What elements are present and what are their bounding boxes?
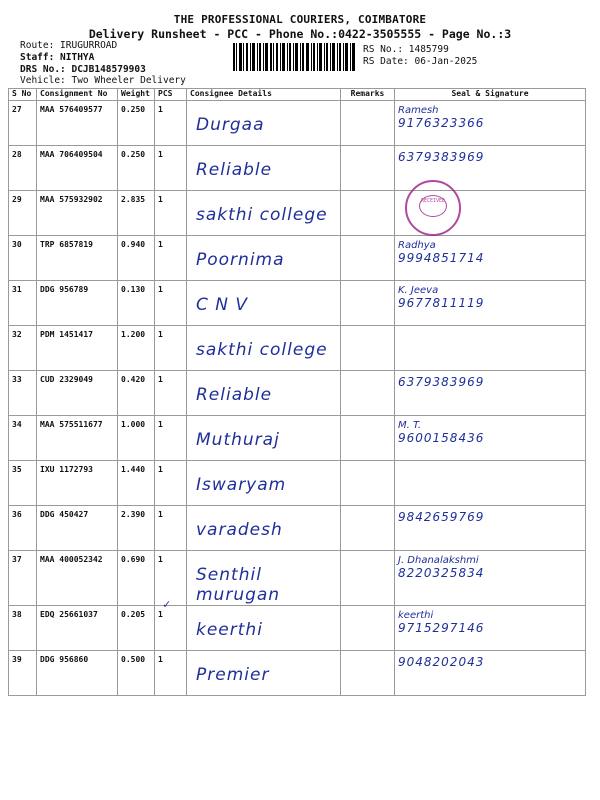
consignee-handwriting: Muthuraj [196, 430, 280, 450]
sno-cell: 33 [9, 371, 37, 416]
signature-name: Ramesh [398, 105, 439, 116]
table-row [9, 326, 586, 371]
col-sno: S No [9, 89, 37, 101]
pcs-cell: 1 [155, 326, 187, 371]
consignee-handwriting: sakthi college [196, 205, 328, 225]
consignee-cell [187, 191, 341, 236]
signature-name: J. Dhanalakshmi [398, 555, 479, 566]
table-row [9, 371, 586, 416]
consignee-cell [187, 371, 341, 416]
pcs-cell: 1 [155, 236, 187, 281]
consignee-handwriting: Iswaryam [196, 475, 287, 495]
signature-phone: 6379383969 [398, 150, 485, 164]
weight-cell: 1.000 [118, 416, 155, 461]
signature-cell [395, 281, 586, 326]
signature-phone: 9842659769 [398, 510, 485, 524]
consignee-handwriting: sakthi college [196, 340, 328, 360]
sno-cell: 38 [9, 606, 37, 651]
sno-cell: 32 [9, 326, 37, 371]
sno-cell: 37 [9, 551, 37, 606]
consignment-cell: MAA 575511677 [37, 416, 118, 461]
route-label: Route: IRUGURROAD [20, 40, 118, 51]
pcs-cell: 1 [155, 371, 187, 416]
weight-cell: 0.250 [118, 101, 155, 146]
consignment-cell: DDG 450427 [37, 506, 118, 551]
consignment-cell: DDG 956860 [37, 651, 118, 696]
remarks-cell [341, 551, 395, 606]
remarks-cell [341, 146, 395, 191]
consignee-cell [187, 506, 341, 551]
consignee-cell [187, 461, 341, 506]
pcs-cell: 1 [155, 281, 187, 326]
consignment-cell: EDQ 25661037 [37, 606, 118, 651]
consignee-cell [187, 551, 341, 606]
signature-cell [395, 506, 586, 551]
rs-date: RS Date: 06-Jan-2025 [363, 56, 478, 67]
staff-label: Staff: NITHYA [20, 52, 95, 63]
consignment-cell: MAA 400052342 [37, 551, 118, 606]
pcs-cell: 1 [155, 146, 187, 191]
signature-phone: 9677811119 [398, 296, 485, 310]
consignment-cell: IXU 1172793 [37, 461, 118, 506]
sno-cell: 39 [9, 651, 37, 696]
consignee-cell [187, 606, 341, 651]
table-row [9, 461, 586, 506]
institution-seal-stamp [405, 180, 461, 236]
signature-name: Radhya [398, 240, 436, 251]
weight-cell: 2.835 [118, 191, 155, 236]
signature-phone: 9994851714 [398, 251, 485, 265]
remarks-cell [341, 651, 395, 696]
weight-cell: 2.390 [118, 506, 155, 551]
table-row [9, 281, 586, 326]
table-row [9, 146, 586, 191]
remarks-cell [341, 326, 395, 371]
seal-inner-text: RECEIVED [419, 195, 447, 217]
consignee-cell [187, 101, 341, 146]
col-consignment: Consignment No [37, 89, 118, 101]
remarks-cell [341, 281, 395, 326]
signature-cell [395, 651, 586, 696]
signature-cell [395, 416, 586, 461]
signature-name: K. Jeeva [398, 285, 439, 296]
table-row [9, 651, 586, 696]
weight-cell: 0.250 [118, 146, 155, 191]
sno-cell: 28 [9, 146, 37, 191]
checkmark-icon: ✓ [163, 597, 171, 611]
consignee-handwriting: Senthil murugan [196, 565, 281, 605]
signature-phone: 9715297146 [398, 621, 485, 635]
signature-cell [395, 606, 586, 651]
signature-name: keerthi [398, 610, 434, 621]
consignee-cell [187, 236, 341, 281]
signature-phone: 6379383969 [398, 375, 485, 389]
signature-phone: 9600158436 [398, 431, 485, 445]
signature-cell [395, 551, 586, 606]
table-row [9, 416, 586, 461]
table-row [9, 236, 586, 281]
drs-number: DRS No.: DCJB148579903 [20, 64, 146, 75]
pcs-cell: 1 [155, 651, 187, 696]
pcs-cell: 1 [155, 606, 187, 651]
consignee-cell [187, 326, 341, 371]
weight-cell: 0.420 [118, 371, 155, 416]
consignment-cell: DDG 956789 [37, 281, 118, 326]
signature-name: M. T. [398, 420, 422, 431]
signature-cell [395, 236, 586, 281]
sno-cell: 30 [9, 236, 37, 281]
consignee-handwriting: keerthi [196, 620, 263, 640]
sno-cell: 27 [9, 101, 37, 146]
rs-number: RS No.: 1485799 [363, 44, 449, 55]
remarks-cell [341, 461, 395, 506]
signature-phone: 8220325834 [398, 566, 485, 580]
table-row [9, 101, 586, 146]
weight-cell: 0.205 [118, 606, 155, 651]
weight-cell: 1.200 [118, 326, 155, 371]
weight-cell: 0.690 [118, 551, 155, 606]
col-seal-signature: Seal & Signature [395, 89, 586, 101]
sno-cell: 34 [9, 416, 37, 461]
weight-cell: 0.130 [118, 281, 155, 326]
pcs-cell: 1 [155, 416, 187, 461]
signature-cell [395, 101, 586, 146]
signature-cell [395, 371, 586, 416]
sno-cell: 36 [9, 506, 37, 551]
sno-cell: 31 [9, 281, 37, 326]
consignee-handwriting: Reliable [196, 385, 273, 405]
pcs-cell: 1 [155, 461, 187, 506]
runsheet-subtitle: Delivery Runsheet - PCC - Phone No.:0422-3505555 - Page No.:3 [88, 27, 512, 41]
vehicle-label: Vehicle: Two Wheeler Delivery [20, 75, 186, 86]
remarks-cell [341, 506, 395, 551]
pcs-cell: 1 [155, 101, 187, 146]
consignee-cell [187, 416, 341, 461]
signature-phone: 9048202043 [398, 655, 485, 669]
runsheet-table [8, 88, 586, 696]
table-row [9, 191, 586, 236]
consignment-cell: PDM 1451417 [37, 326, 118, 371]
pcs-cell: 1 [155, 551, 187, 606]
sno-cell: 35 [9, 461, 37, 506]
weight-cell: 0.940 [118, 236, 155, 281]
consignment-cell: MAA 576409577 [37, 101, 118, 146]
consignee-handwriting: varadesh [196, 520, 283, 540]
remarks-cell [341, 606, 395, 651]
col-pcs: PCS [155, 89, 187, 101]
barcode-icon [233, 43, 355, 71]
col-remarks: Remarks [341, 89, 395, 101]
consignee-cell [187, 146, 341, 191]
remarks-cell [341, 101, 395, 146]
consignee-cell [187, 281, 341, 326]
sno-cell: 29 [9, 191, 37, 236]
col-consignee: Consignee Details [187, 89, 341, 101]
pcs-cell: 1 [155, 191, 187, 236]
consignee-handwriting: Reliable [196, 160, 273, 180]
remarks-cell [341, 191, 395, 236]
consignee-cell [187, 651, 341, 696]
weight-cell: 1.440 [118, 461, 155, 506]
signature-cell [395, 326, 586, 371]
consignee-handwriting: Durgaa [196, 115, 265, 135]
consignment-cell: TRP 6857819 [37, 236, 118, 281]
remarks-cell [341, 236, 395, 281]
consignee-handwriting: C N V [196, 295, 249, 315]
consignment-cell: MAA 575932902 [37, 191, 118, 236]
table-row [9, 506, 586, 551]
weight-cell: 0.500 [118, 651, 155, 696]
signature-cell [395, 461, 586, 506]
table-row [9, 606, 586, 651]
consignee-handwriting: Poornima [196, 250, 285, 270]
consignment-cell: CUD 2329049 [37, 371, 118, 416]
remarks-cell [341, 371, 395, 416]
signature-phone: 9176323366 [398, 116, 485, 130]
table-row [9, 551, 586, 606]
table-header-row [9, 89, 586, 101]
pcs-cell: 1 [155, 506, 187, 551]
col-weight: Weight [118, 89, 155, 101]
consignee-handwriting: Premier [196, 665, 270, 685]
company-title: THE PROFESSIONAL COURIERS, COIMBATORE [173, 13, 427, 26]
remarks-cell [341, 416, 395, 461]
consignment-cell: MAA 706409504 [37, 146, 118, 191]
